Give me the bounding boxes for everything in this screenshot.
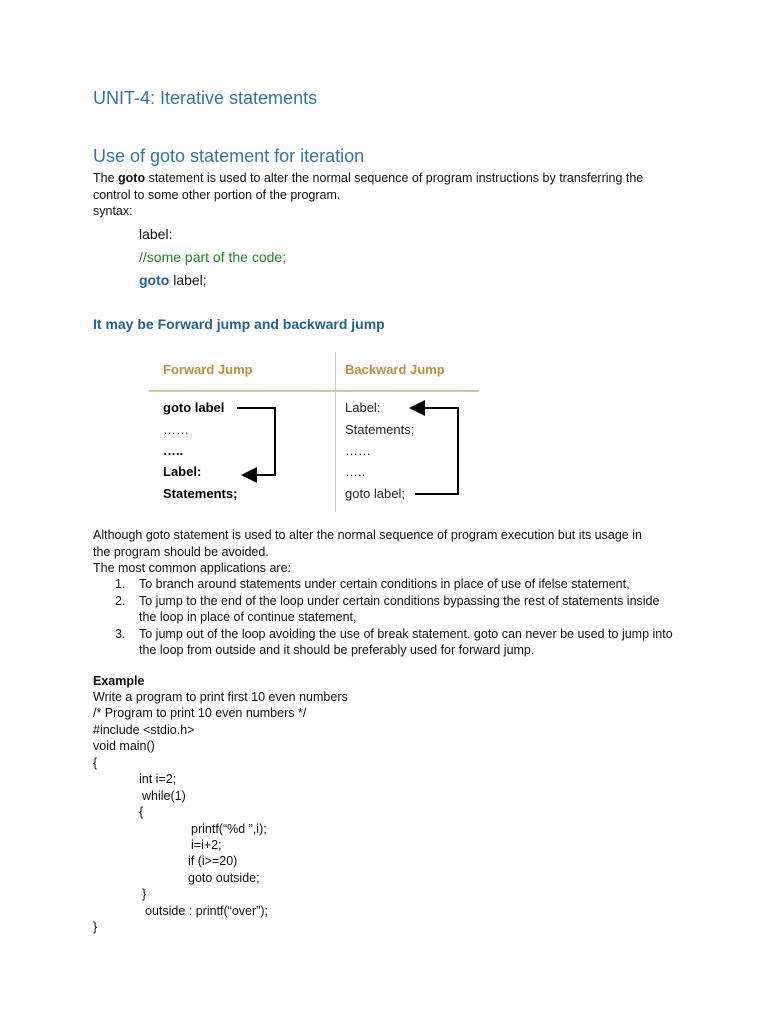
- syntax-label: syntax:: [93, 204, 133, 218]
- code-line: }: [93, 920, 98, 934]
- jump-heading: It may be Forward jump and backward jump: [93, 316, 385, 332]
- code-line: if (i>=20): [188, 854, 238, 868]
- code-line: void main(): [93, 739, 155, 753]
- jump-table: [149, 352, 479, 512]
- list-number: 2.: [115, 593, 126, 608]
- jump-arrows: [149, 352, 479, 512]
- forward-row: Statements;: [163, 486, 238, 501]
- intro-paragraph: [93, 170, 683, 220]
- list-number: 3.: [115, 626, 126, 641]
- code-line: }: [142, 887, 147, 901]
- list-text: To jump to the end of the loop under certain conditions bypassing the rest of statements inside the loop in place of continue statement,: [139, 593, 660, 624]
- list-text: To branch around statements under certain conditions in place of use of ifelse statement,: [139, 577, 630, 591]
- caution-line-2: the program should be avoided.: [93, 544, 269, 559]
- backward-jump-header: Backward Jump: [345, 362, 445, 377]
- code-line: i=i+2;: [191, 838, 222, 852]
- backward-row: goto label;: [345, 486, 405, 501]
- caution-line-3: The most common applications are:: [93, 561, 292, 575]
- caution-line-1: Although goto statement is used to alter the normal sequence of program execution but its usage in: [93, 528, 642, 542]
- code-line: printf(“%d ”,i);: [191, 822, 267, 836]
- forward-jump-arrow: [237, 408, 275, 475]
- backward-row: Label:: [345, 400, 381, 415]
- forward-row: goto label: [163, 400, 225, 415]
- section-title: Use of goto statement for iteration: [93, 146, 365, 166]
- syntax-label-line: label:: [139, 226, 173, 242]
- syntax-goto-line: [139, 272, 207, 288]
- list-number: 1.: [115, 577, 126, 591]
- intro-line-1: [93, 170, 683, 187]
- code-line: {: [139, 805, 144, 819]
- backward-row: ……: [345, 443, 371, 458]
- intro-keyword: goto: [118, 171, 146, 185]
- forward-row: ……: [163, 422, 189, 437]
- example-heading: Example: [93, 674, 145, 688]
- code-line: goto outside;: [188, 871, 260, 885]
- code-line: {: [93, 756, 98, 770]
- backward-jump-arrow: [411, 408, 458, 494]
- intro-line1-rest: statement is used to alter the normal sequence of program instructions by transferring the: [145, 171, 644, 185]
- example-task: Write a program to print first 10 even numbers: [93, 690, 348, 704]
- backward-row: …..: [345, 464, 366, 479]
- intro-line-2: control to some other portion of the program.: [93, 187, 341, 202]
- backward-row: Statements;: [345, 422, 415, 437]
- caution-paragraph: [93, 527, 683, 577]
- goto-keyword: goto: [139, 272, 170, 288]
- forward-row: …..: [163, 443, 184, 458]
- code-line: while(1): [142, 789, 186, 803]
- intro-prefix: The: [93, 171, 119, 185]
- syntax-comment-line: //some part of the code;: [139, 249, 287, 265]
- forward-jump-header: Forward Jump: [163, 362, 253, 377]
- forward-row: Label:: [163, 464, 202, 479]
- code-line: int i=2;: [139, 772, 177, 786]
- code-line: outside : printf(“over”);: [145, 904, 268, 918]
- code-line: #include <stdio.h>: [93, 723, 195, 737]
- code-line: /* Program to print 10 even numbers */: [93, 706, 307, 720]
- goto-target: label;: [169, 272, 207, 288]
- unit-title: UNIT-4: Iterative statements: [93, 88, 318, 108]
- list-text: To jump out of the loop avoiding the use of break statement. goto can never be used to jump into the loop from outside and it should be preferably used for forward jump.: [139, 626, 673, 657]
